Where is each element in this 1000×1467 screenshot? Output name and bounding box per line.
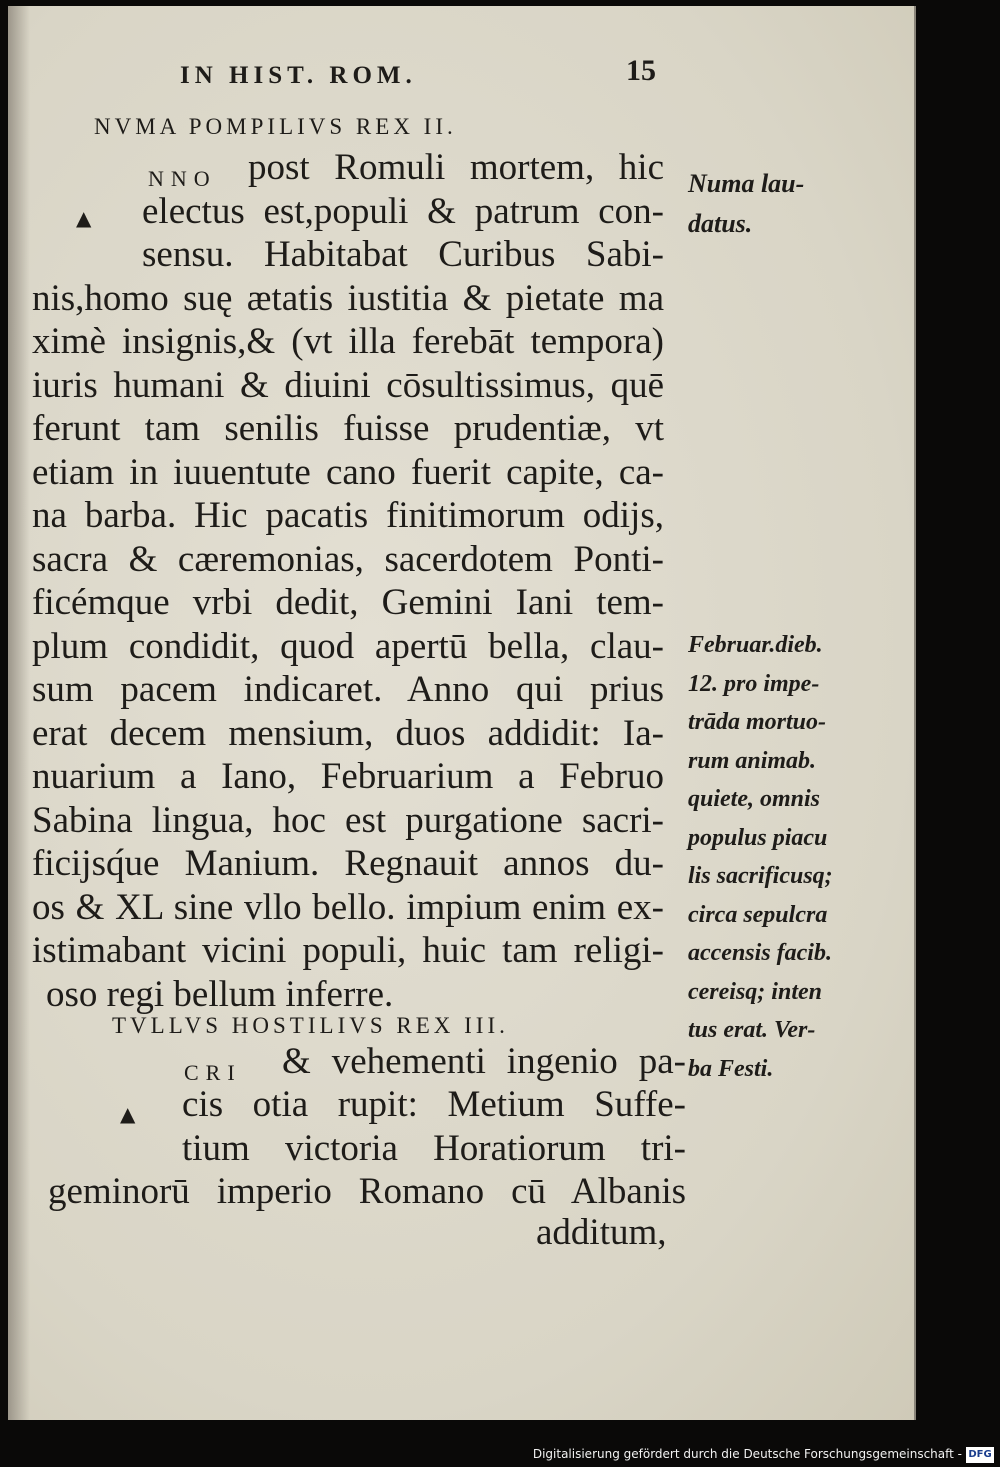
marginal-line: 12. pro impe-	[688, 670, 820, 697]
tullus-drop-letters: CRI	[184, 1060, 242, 1085]
marginal-line: rum animab.	[688, 747, 817, 774]
marginal-line: Numa lau-	[688, 169, 805, 198]
numa-line: sensu. Habitabat Curibus Sabi-	[142, 234, 664, 275]
numa-line: post Romuli mortem, hic	[248, 147, 664, 188]
numa-line: os & XL sine vllo bello. impium enim ex-	[32, 887, 664, 928]
marginal-line: Februar.dieb.	[688, 632, 823, 658]
dfg-logo-icon: DFG	[966, 1447, 994, 1463]
footer-bar	[0, 1445, 1000, 1467]
section-title-numa: NVMA POMPILIVS REX II.	[94, 114, 457, 139]
numa-line: ficijsq́ue Manium. Regnauit annos du-	[32, 843, 664, 884]
paragraph-marker-icon: ▲	[120, 1102, 136, 1126]
tullus-line: tium victoria Horatiorum tri-	[182, 1128, 686, 1169]
numa-line: istimabant vicini populi, huic tam religi-	[32, 930, 664, 971]
marginal-line: datus.	[688, 209, 753, 238]
numa-line: ferunt tam senilis fuisse prudentiæ, vt	[32, 408, 664, 449]
numa-line: ficémque vrbi dedit, Gemini Iani tem-	[32, 582, 664, 623]
marginal-line: cereisq; inten	[688, 978, 822, 1005]
section-title-tullus: TVLLVS HOSTILIVS REX III.	[112, 1013, 509, 1038]
numa-line: sacra & cæremonias, sacerdotem Ponti-	[32, 539, 664, 580]
numa-line: na barba. Hic pacatis finitimorum odijs,	[32, 495, 664, 536]
page-number: 15	[626, 54, 656, 87]
numa-drop-letters: NNO	[148, 166, 217, 191]
numa-line: iuris humani & diuini cōsultissimus, quē	[32, 365, 664, 406]
numa-line: nuarium a Iano, Februarium a Februo	[32, 756, 664, 797]
marginal-note-februar	[688, 626, 833, 1088]
marginal-line: tus erat. Ver-	[688, 1017, 816, 1043]
tullus-line: additum,	[536, 1212, 667, 1253]
footer-credit: Digitalisierung gefördert durch die Deutsche Forschungsgemeinschaft -	[532, 1447, 962, 1461]
marginal-line: accensis facib.	[688, 940, 832, 966]
numa-line: nis,homo suę ætatis iustitia & pietate ma	[32, 278, 664, 319]
marginal-line: populus piacu	[688, 824, 828, 851]
numa-line: electus est,populi & patrum con-	[142, 191, 664, 232]
marginal-line: trāda mortuo-	[688, 709, 827, 735]
tullus-line: cis otia rupit: Metium Suffe-	[182, 1084, 686, 1125]
marginal-line: ba Festi.	[688, 1055, 774, 1082]
tullus-line: & vehementi ingenio pa-	[282, 1041, 686, 1082]
numa-line: ximè insignis,& (vt illa ferebāt tempora)	[32, 321, 664, 362]
marginal-note-numa	[688, 164, 804, 244]
numa-line: erat decem mensium, duos addidit: Ia-	[32, 713, 664, 754]
book-page	[8, 6, 916, 1420]
tullus-line: geminorū imperio Romano cū Albanis	[48, 1171, 686, 1212]
marginal-line: quiete, omnis	[688, 786, 821, 812]
paragraph-marker-icon: ▲	[76, 206, 92, 230]
numa-line: etiam in iuuentute cano fuerit capite, ca-	[32, 452, 664, 493]
marginal-line: lis sacrificusq;	[688, 863, 833, 889]
numa-line: Sabina lingua, hoc est purgatione sacri-	[32, 800, 664, 841]
page-gutter-shadow	[8, 6, 30, 1420]
marginal-line: circa sepulcra	[688, 901, 828, 928]
numa-line: plum condidit, quod apertū bella, clau-	[32, 626, 664, 667]
numa-line: sum pacem indicaret. Anno qui prius	[32, 669, 664, 710]
numa-line: oso regi bellum inferre.	[46, 974, 394, 1015]
running-head: IN HIST. ROM.	[180, 62, 417, 89]
